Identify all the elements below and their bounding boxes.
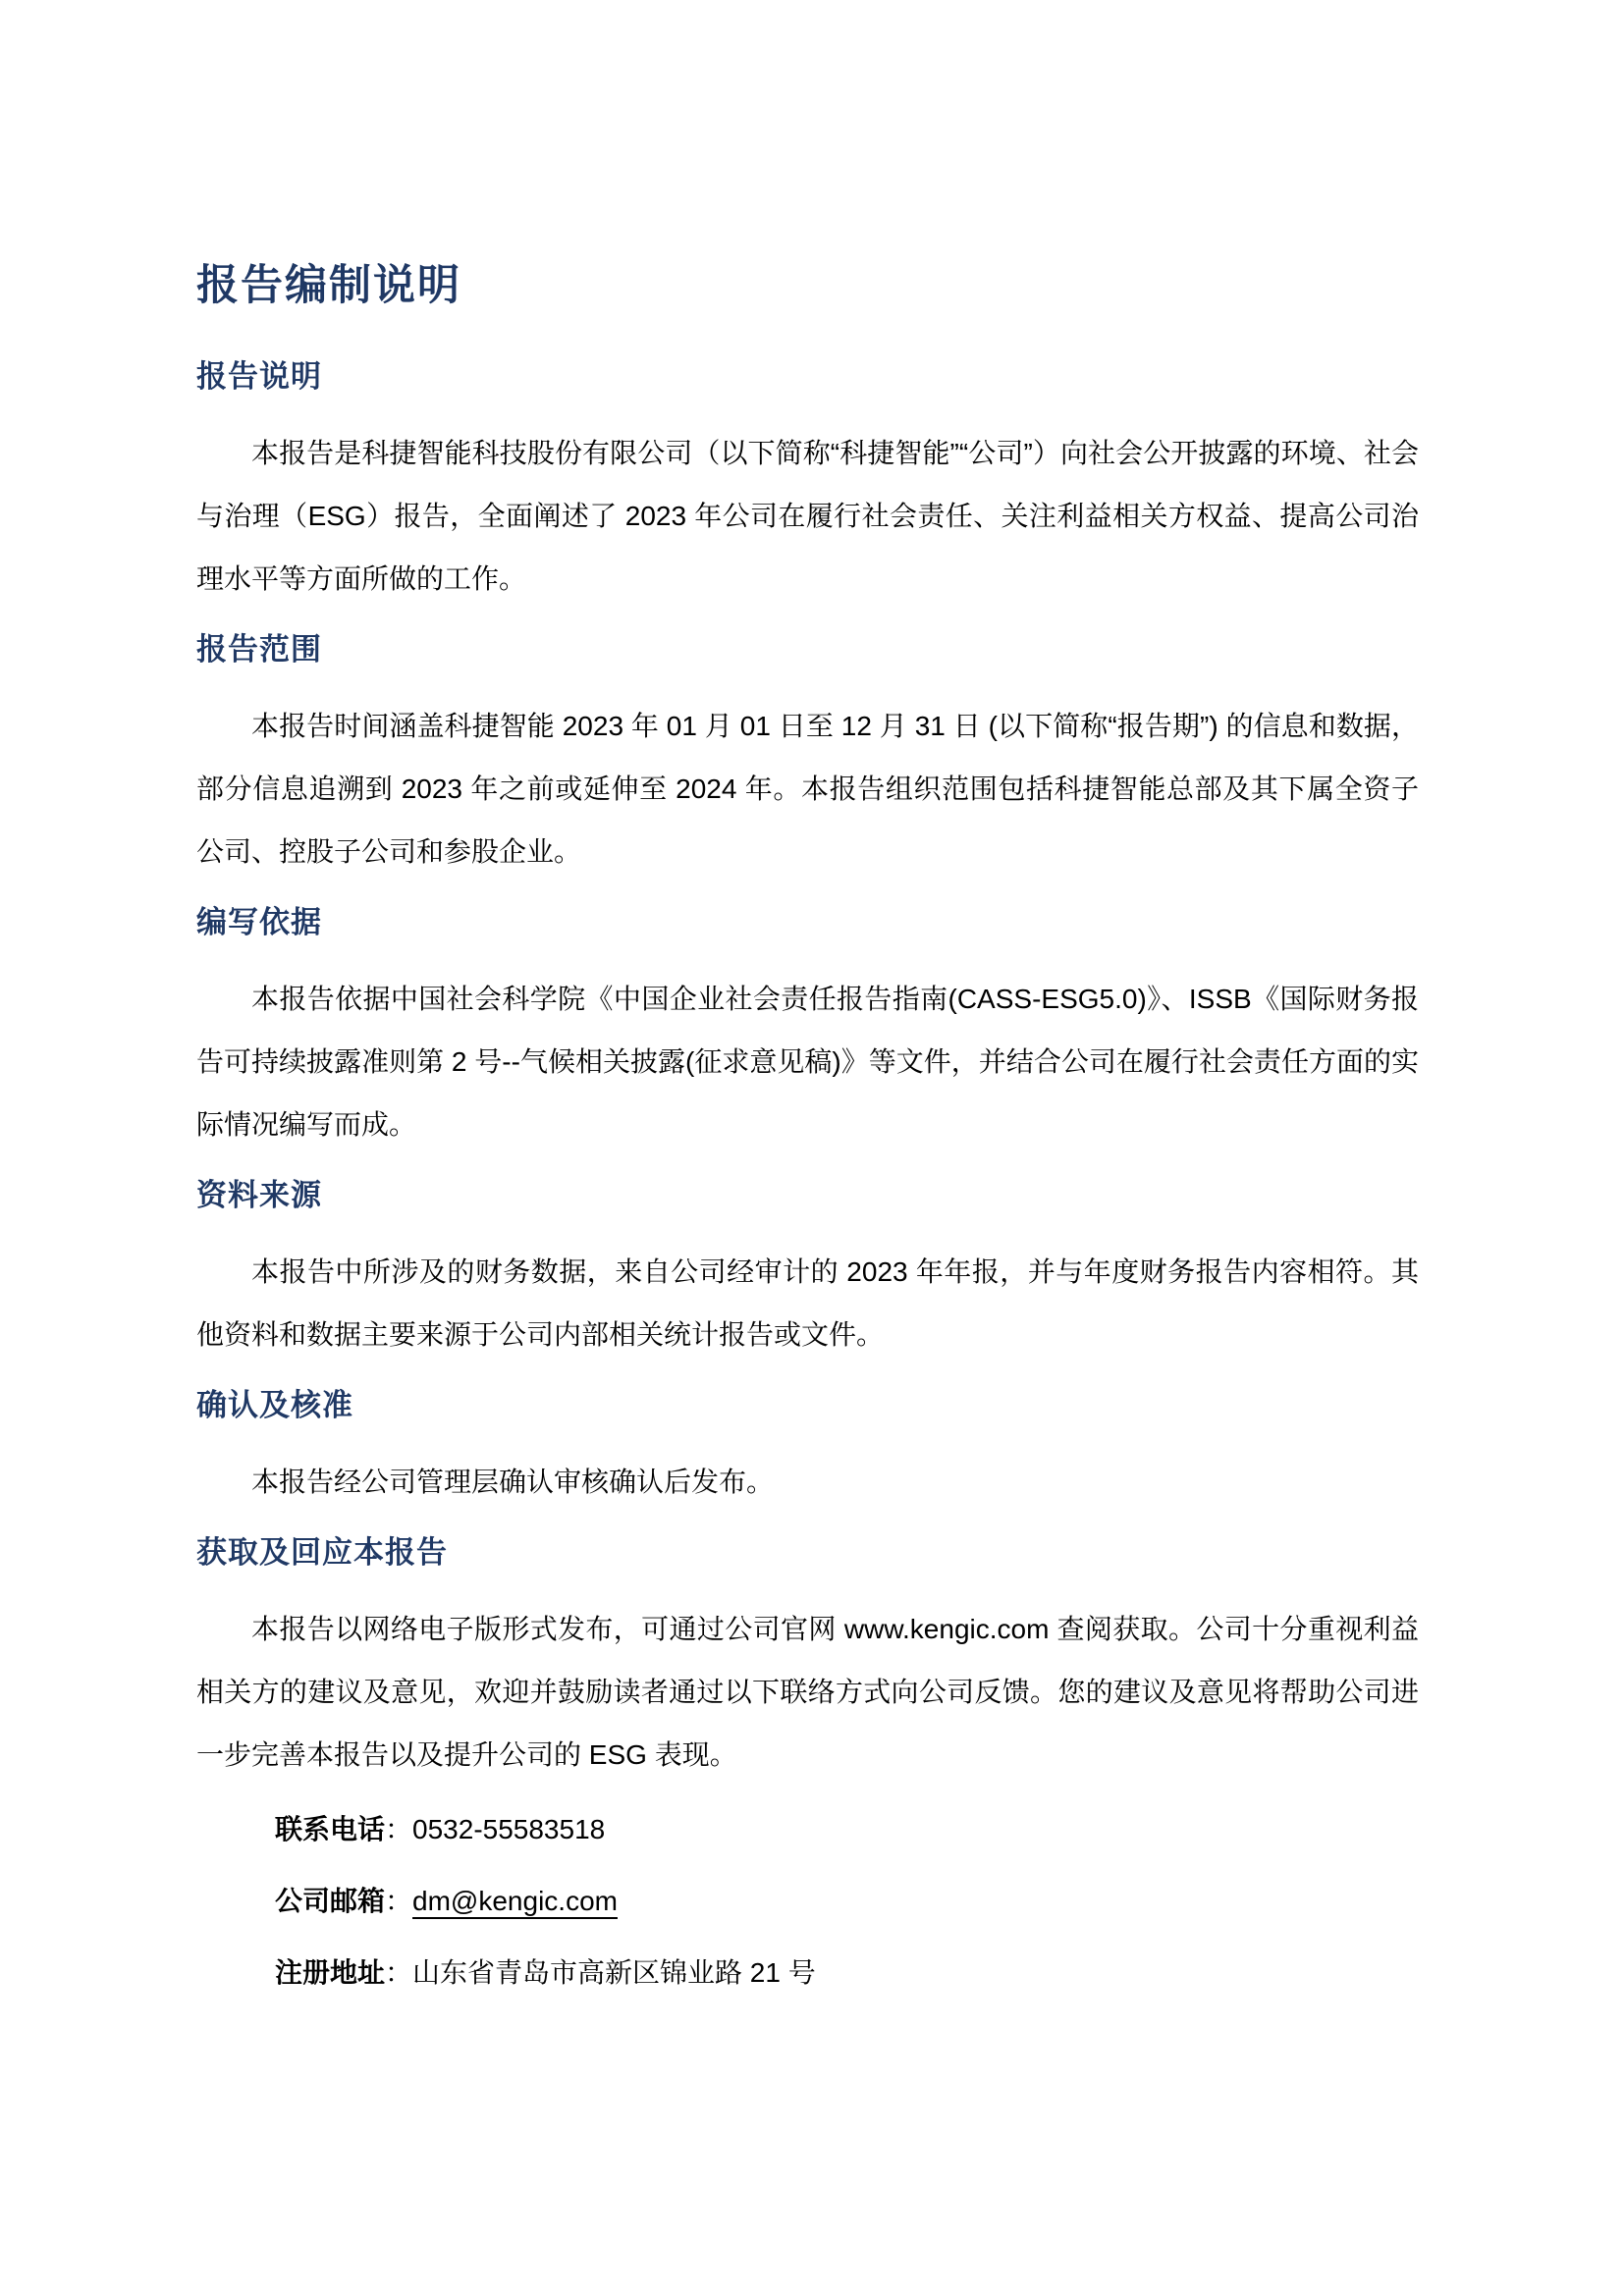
contact-row-email: [275, 1870, 1419, 1933]
section-heading-confirmation-approval: 确认及核准: [196, 1388, 353, 1422]
section-heading-data-sources: 资料来源: [196, 1178, 322, 1212]
phone-separator: ：: [385, 1814, 413, 1844]
section-heading-compilation-basis: 编写依据: [196, 905, 322, 939]
paragraph-data-sources: 本报告中所涉及的财务数据，来自公司经审计的 2023 年年报，并与年度财务报告内容相符。其他资料和数据主要来源于公司内部相关统计报告或文件。: [196, 1256, 1419, 1350]
phone-value: 0532-55583518: [412, 1814, 606, 1844]
address-separator: ：: [385, 1957, 413, 1988]
paragraph-confirmation-approval: 本报告经公司管理层确认审核确认后发布。: [251, 1467, 775, 1497]
contact-row-address: [275, 1942, 1419, 2004]
section-heading-access-response: 获取及回应本报告: [196, 1535, 448, 1570]
paragraph-report-scope: 本报告时间涵盖科捷智能 2023 年 01 月 01 日至 12 月 31 日 (以下简称“报告期”) 的信息和数据，部分信息追溯到 2023 年之前或延伸至 2024 年。本报告组织范围包括科捷智能总部及其下属全资子公司、控股子公司和参股企业。: [196, 711, 1419, 867]
address-label: 注册地址: [275, 1957, 386, 1988]
contact-row-phone: [275, 1798, 1419, 1861]
phone-label: 联系电话: [275, 1814, 386, 1844]
section-heading-report-description: 报告说明: [196, 359, 322, 394]
paragraph-compilation-basis: 本报告依据中国社会科学院《中国企业社会责任报告指南(CASS-ESG5.0)》、ISSB《国际财务报告可持续披露准则第 2 号--气候相关披露(征求意见稿)》等文件，并结合公司在履行社会责任方面的实际情况编写而成。: [196, 984, 1419, 1140]
email-separator: ：: [385, 1886, 413, 1916]
paragraph-access-response: 本报告以网络电子版形式发布，可通过公司官网 www.kengic.com 查阅获取。公司十分重视利益相关方的建议及意见，欢迎并鼓励读者通过以下联络方式向公司反馈。您的建议及意见将帮助公司进一步完善本报告以及提升公司的 ESG 表现。: [196, 1614, 1419, 1770]
address-value: 山东省青岛市高新区锦业路 21 号: [412, 1957, 816, 1988]
email-label: 公司邮箱: [275, 1886, 386, 1916]
page-title: 报告编制说明: [196, 262, 461, 309]
page-content: [196, 251, 1419, 2004]
section-heading-report-scope: 报告范围: [196, 632, 322, 667]
email-link[interactable]: dm@kengic.com: [412, 1886, 618, 1916]
paragraph-report-description: 本报告是科捷智能科技股份有限公司（以下简称“科捷智能”“公司”）向社会公开披露的环境、社会与治理（ESG）报告，全面阐述了 2023 年公司在履行社会责任、关注利益相关方权益、提高公司治理水平等方面所做的工作。: [196, 438, 1419, 594]
contact-block: [275, 1798, 1419, 2004]
